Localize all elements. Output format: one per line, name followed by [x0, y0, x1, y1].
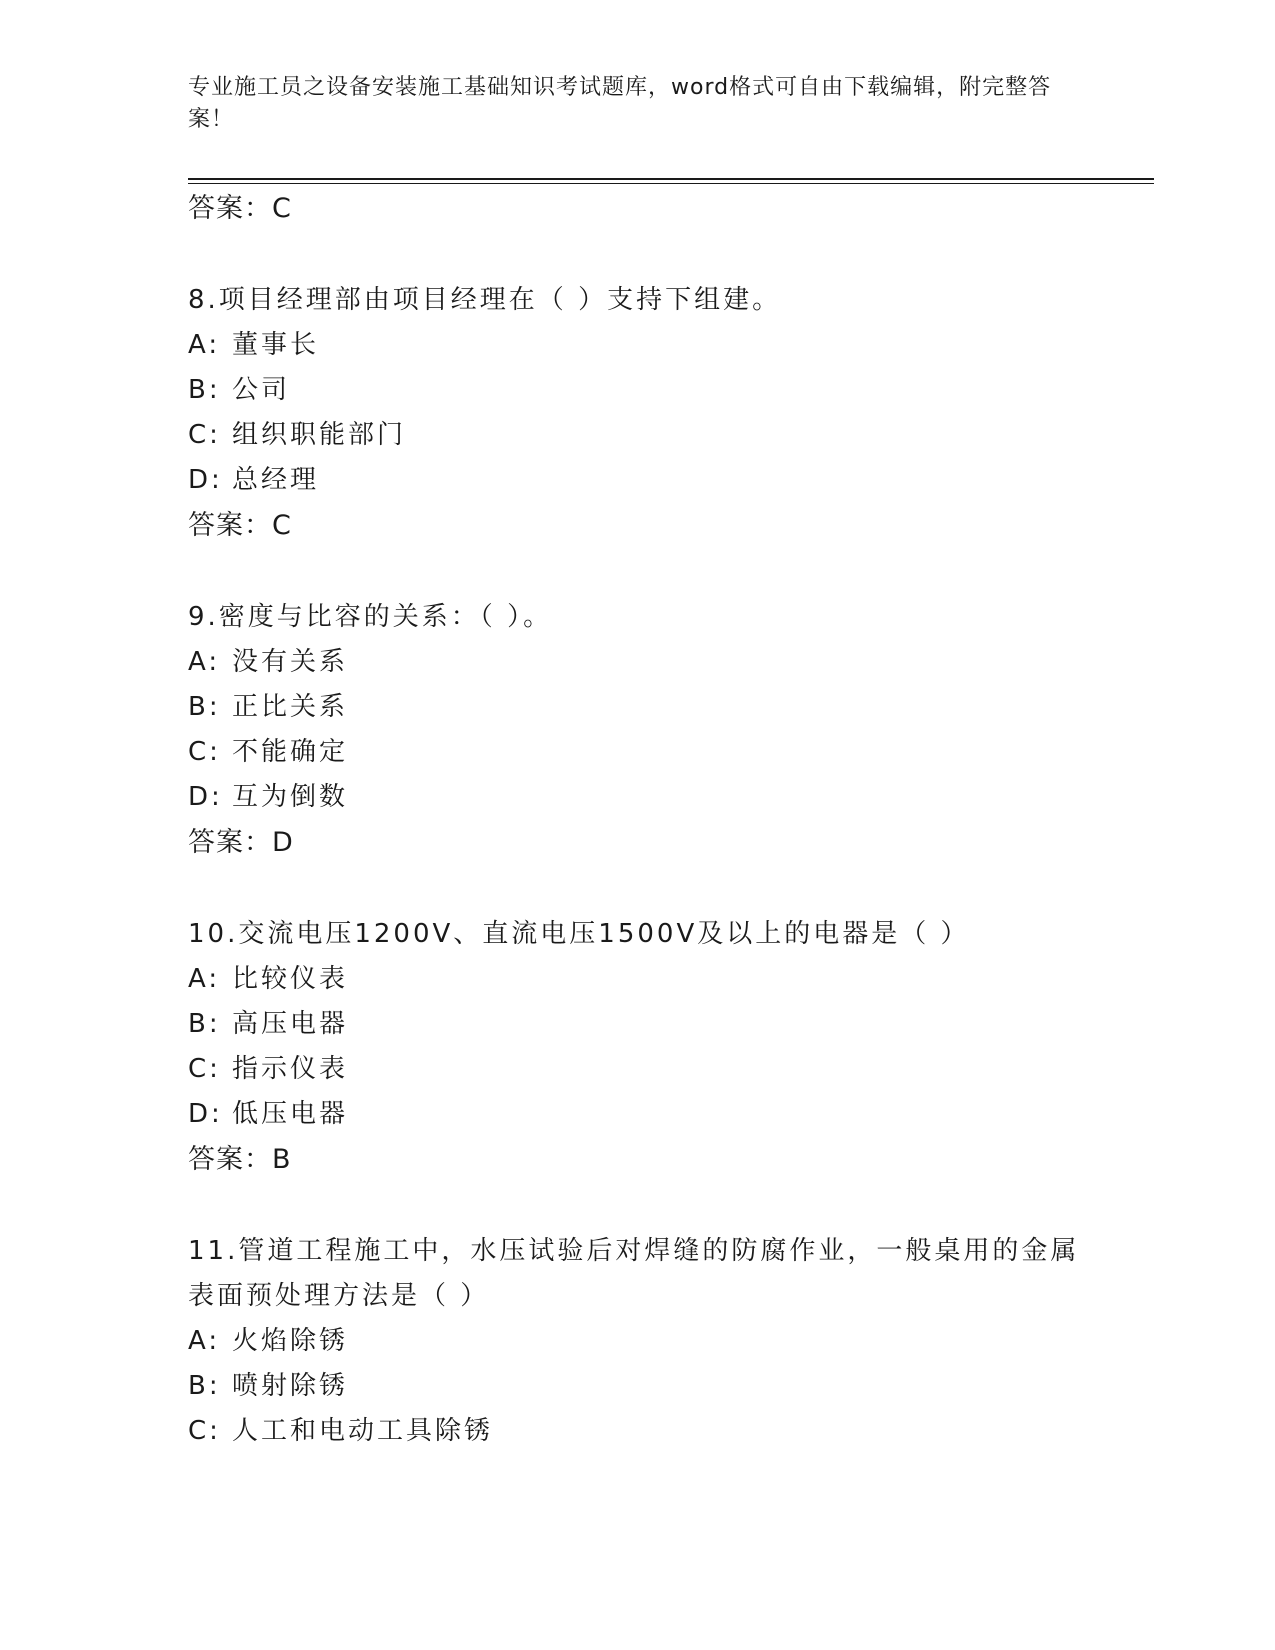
option-a — [188, 640, 1148, 685]
answer-line: 答案：D — [188, 827, 294, 858]
document-header: 专业施工员之设备安装施工基础知识考试题库，word格式可自由下载编辑，附完整答案！ — [188, 75, 1052, 132]
option-b — [188, 1002, 1148, 1047]
option-a — [188, 957, 1148, 1002]
option-text: 不能确定 — [232, 737, 349, 767]
answer-line: 答案：B — [188, 1144, 292, 1175]
option-key: B: — [188, 1371, 221, 1401]
option-a — [188, 323, 1148, 368]
option-b — [188, 1364, 1148, 1409]
option-c — [188, 1409, 1148, 1454]
question-block — [188, 912, 1148, 1183]
option-text: 组织职能部门 — [232, 420, 407, 450]
option-text: 指示仪表 — [232, 1054, 349, 1084]
option-d — [188, 1092, 1148, 1137]
option-d — [188, 458, 1148, 503]
option-c — [188, 413, 1148, 458]
header-rule-thick — [188, 178, 1154, 180]
option-text: 没有关系 — [232, 647, 349, 677]
option-text: 低压电器 — [232, 1099, 349, 1129]
option-key: A: — [188, 330, 221, 360]
option-text: 正比关系 — [232, 692, 349, 722]
option-text: 比较仪表 — [232, 964, 349, 994]
option-text: 高压电器 — [232, 1009, 349, 1039]
option-c — [188, 730, 1148, 775]
option-a — [188, 1319, 1148, 1364]
option-text: 喷射除锈 — [232, 1371, 349, 1401]
header-rule-thin — [188, 183, 1154, 184]
answer-line: 答案：C — [188, 510, 292, 541]
option-key: B: — [188, 692, 221, 722]
question-block — [188, 1229, 1148, 1454]
question-block — [188, 595, 1148, 866]
question-stem: 11.管道工程施工中，水压试验后对焊缝的防腐作业，一般桌用的金属表面预处理方法是（ ） — [188, 1236, 1080, 1311]
option-text: 总经理 — [232, 465, 320, 495]
spacer — [188, 549, 1148, 595]
question-stem: 8.项目经理部由项目经理在（ ）支持下组建。 — [188, 285, 782, 315]
option-key: A: — [188, 964, 221, 994]
option-key: B: — [188, 375, 221, 405]
option-b — [188, 685, 1148, 730]
option-key: B: — [188, 1009, 221, 1039]
option-key: D: — [188, 782, 223, 812]
option-key: D: — [188, 1099, 223, 1129]
answer-line: 答案：C — [188, 193, 292, 224]
option-b — [188, 368, 1148, 413]
question-stem: 10.交流电压1200V、直流电压1500V及以上的电器是（ ） — [188, 919, 970, 949]
option-key: C: — [188, 420, 221, 450]
option-key: D: — [188, 465, 223, 495]
option-text: 公司 — [232, 375, 291, 405]
option-text: 火焰除锈 — [232, 1326, 349, 1356]
option-key: A: — [188, 1326, 221, 1356]
spacer — [188, 232, 1148, 278]
option-text: 董事长 — [232, 330, 320, 360]
question-stem: 9.密度与比容的关系：（ ）。 — [188, 602, 553, 632]
spacer — [188, 1183, 1148, 1229]
question-list — [188, 186, 1148, 1454]
option-key: C: — [188, 1416, 221, 1446]
question-block — [188, 278, 1148, 549]
option-key: C: — [188, 737, 221, 767]
option-text: 互为倒数 — [232, 782, 349, 812]
spacer — [188, 866, 1148, 912]
option-key: C: — [188, 1054, 221, 1084]
option-text: 人工和电动工具除锈 — [232, 1416, 494, 1446]
option-key: A: — [188, 647, 221, 677]
option-d — [188, 775, 1148, 820]
option-c — [188, 1047, 1148, 1092]
